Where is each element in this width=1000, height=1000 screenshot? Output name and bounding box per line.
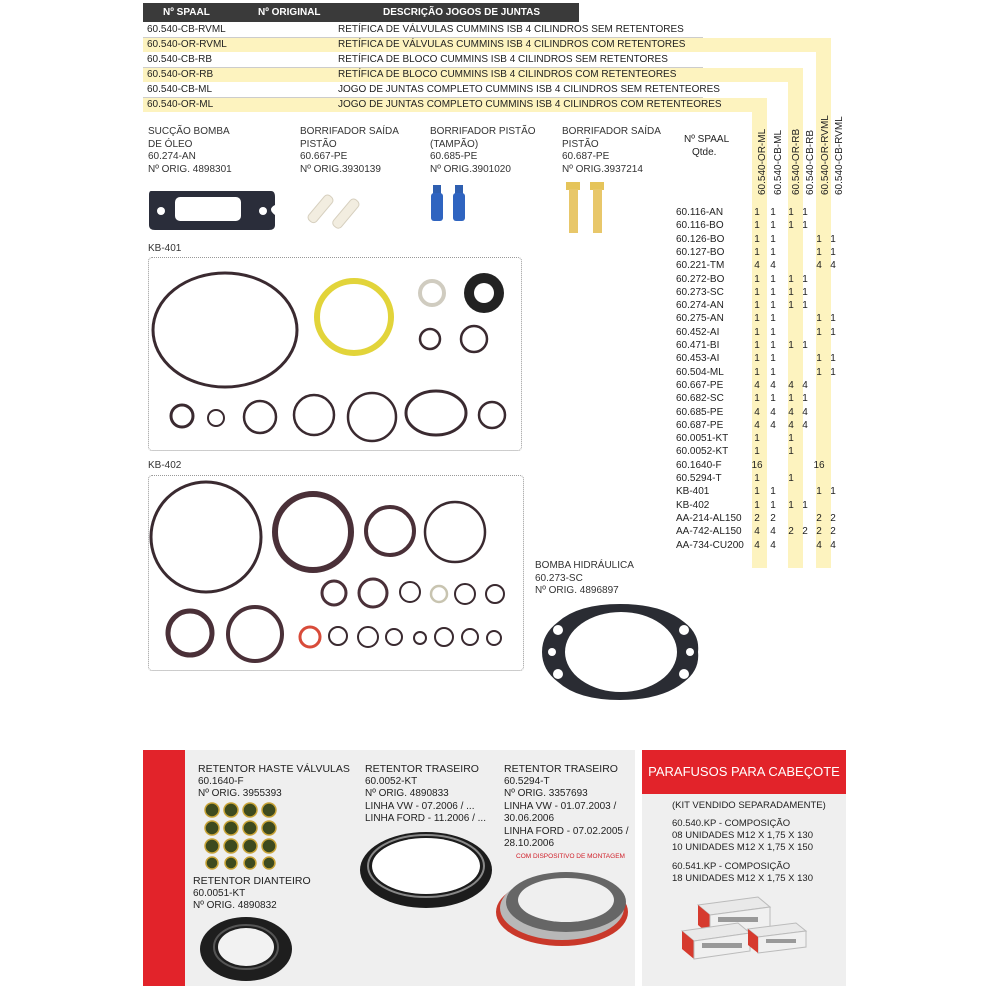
qty-row: [676, 525, 846, 538]
qty-value: 1: [754, 393, 760, 405]
qty-value: 4: [754, 260, 760, 272]
qty-value: 1: [830, 366, 836, 378]
qty-value: 1: [802, 273, 808, 285]
qty-part-code: 60.126-BO: [676, 233, 725, 245]
qty-part-code: KB-402: [676, 499, 710, 511]
head-bolts-note: (KIT VENDIDO SEPARADAMENTE): [672, 800, 826, 811]
qty-row: [676, 246, 846, 259]
head-bolts-kit-2: 60.541.KP - COMPOSIÇÃO 18 UNIDADES M12 X 1,75 X 130: [672, 861, 813, 884]
qty-value: 4: [830, 260, 836, 272]
qty-value: 1: [788, 433, 794, 445]
qty-row: [676, 512, 846, 525]
kit-row: 60.540-CB-RB RETÍFICA DE BLOCO CUMMINS ISB 4 CILINDROS SEM RETENTORES: [147, 54, 668, 65]
qty-value: 1: [816, 486, 822, 498]
qty-value: 1: [754, 246, 760, 258]
qty-value: 2: [754, 512, 760, 524]
qty-part-code: 60.5294-T: [676, 473, 722, 484]
qty-value: 1: [770, 286, 776, 298]
kb401-oring-set-image: [148, 257, 520, 449]
qty-col-header: 60.540-CB-ML: [773, 129, 784, 195]
qty-value: 1: [754, 473, 760, 484]
qty-value: 4: [770, 539, 776, 551]
qty-value: 1: [754, 233, 760, 245]
caption-rear-seal-2: RETENTOR TRASEIRO 60.5294-T Nº ORIG. 3357693 LINHA VW - 01.07.2003 / 30.06.2006 LINHA FORD - 07.02.2005 / 28.10.2006: [504, 763, 629, 849]
divider: [143, 97, 703, 98]
divider: [143, 37, 703, 38]
qty-value: 1: [830, 326, 836, 338]
rear-seal-1-image: [358, 826, 494, 910]
qty-row: [676, 499, 846, 512]
qty-value: 1: [770, 326, 776, 338]
qty-value: 1: [816, 353, 822, 365]
qty-row: [676, 366, 846, 379]
qty-value: 1: [754, 340, 760, 351]
qty-col-header: 60.540-CB-RB: [805, 129, 816, 195]
qty-value: 1: [788, 499, 794, 511]
qty-row: [676, 273, 846, 286]
qty-value: 4: [770, 419, 776, 431]
qty-value: 1: [788, 393, 794, 405]
qty-part-code: KB-401: [676, 486, 710, 498]
qty-row: [676, 419, 846, 432]
qty-value: 4: [770, 379, 776, 391]
kit-row: 60.540-OR-RB RETÍFICA DE BLOCO CUMMINS ISB 4 CILINDROS COM RETENTEORES: [143, 68, 803, 82]
qty-value: 1: [770, 220, 776, 232]
qty-row: [676, 379, 846, 392]
qty-value: 1: [754, 300, 760, 312]
qty-value: 1: [770, 353, 776, 365]
qty-row: [676, 432, 846, 445]
qty-value: 1: [770, 246, 776, 258]
qty-value: 4: [816, 260, 822, 272]
piston-jet-white-image: [300, 185, 370, 237]
qty-part-code: AA-742-AL150: [676, 526, 742, 538]
caption-valve-seal: RETENTOR HASTE VÁLVULAS 60.1640-F Nº ORIG. 3955393: [198, 763, 350, 799]
qty-row: [676, 326, 846, 339]
qty-value: 4: [802, 419, 808, 431]
qty-value: 1: [754, 220, 760, 232]
qty-value: 1: [816, 233, 822, 245]
qty-value: 1: [770, 499, 776, 511]
qty-value: 1: [788, 207, 794, 218]
qty-row: [676, 459, 846, 472]
qty-value: 1: [754, 313, 760, 325]
qty-row: [676, 339, 846, 352]
qty-value: 4: [754, 406, 760, 418]
qty-row: [676, 206, 846, 219]
qty-value: 2: [816, 512, 822, 524]
qty-value: 4: [754, 379, 760, 391]
qty-value: 1: [770, 273, 776, 285]
qty-value: 1: [770, 207, 776, 218]
qty-value: 1: [816, 326, 822, 338]
qty-value: 1: [788, 340, 794, 351]
qty-part-code: 60.687-PE: [676, 419, 724, 431]
qty-value: 1: [816, 246, 822, 258]
qty-row: [676, 406, 846, 419]
qty-value: 4: [770, 260, 776, 272]
qty-part-code: 60.116-BO: [676, 220, 724, 232]
qty-row: [676, 233, 846, 246]
qty-value: 1: [754, 446, 760, 458]
qty-value: 1: [788, 273, 794, 285]
qty-value: 1: [816, 313, 822, 325]
qty-value: 1: [830, 486, 836, 498]
qty-value: 1: [816, 366, 822, 378]
qty-value: 1: [754, 486, 760, 498]
qty-col-header: 60.540-OR-RB: [791, 128, 802, 195]
kit-row: 60.540-CB-RVML RETÍFICA DE VÁLVULAS CUMMINS ISB 4 CILINDROS SEM RETENTORES: [147, 24, 684, 35]
qty-row: [676, 485, 846, 498]
qty-value: 4: [816, 539, 822, 551]
qty-value: 4: [770, 526, 776, 538]
qty-row: [676, 286, 846, 299]
qty-value: 16: [751, 459, 763, 471]
piston-jet-blue-image: [425, 183, 475, 225]
qty-row: [676, 539, 846, 552]
header-description: DESCRIÇÃO JOGOS DE JUNTAS: [383, 7, 541, 18]
front-seal-image: [198, 915, 294, 983]
qty-part-code: 60.667-PE: [676, 379, 724, 391]
qty-row: [676, 259, 846, 272]
qty-value: 1: [788, 446, 794, 458]
part-caption-oil-pump: SUCÇÃO BOMBA DE ÓLEO 60.274-AN Nº ORIG. 4898301: [148, 126, 232, 175]
qty-value: 1: [770, 366, 776, 378]
header-original: Nº ORIGINAL: [258, 7, 321, 18]
qty-row: [676, 445, 846, 458]
qty-value: 1: [754, 207, 760, 218]
qty-value: 1: [830, 313, 836, 325]
qty-row: [676, 219, 846, 232]
divider: [143, 67, 703, 68]
qty-value: 1: [788, 220, 794, 232]
qty-row: [676, 299, 846, 312]
qty-value: 1: [788, 473, 794, 484]
qty-value: 4: [788, 379, 794, 391]
qty-value: 1: [802, 340, 808, 351]
qty-value: 16: [813, 459, 825, 471]
qty-value: 2: [816, 526, 822, 538]
qty-value: 4: [830, 539, 836, 551]
qty-part-code: AA-734-CU200: [676, 539, 744, 551]
kb401-label: KB-401: [148, 243, 182, 254]
qty-value: 2: [830, 526, 836, 538]
qty-value: 4: [788, 406, 794, 418]
qty-col-header: 60.540-CB-RVML: [834, 116, 845, 195]
qty-value: 1: [802, 220, 808, 232]
qty-row: [676, 472, 846, 485]
head-bolts-kit-1: 60.540.KP - COMPOSIÇÃO 08 UNIDADES M12 X 1,75 X 130 10 UNIDADES M12 X 1,75 X 150: [672, 818, 813, 853]
caption-rear-seal-1: RETENTOR TRASEIRO 60.0052-KT Nº ORIG. 4890833 LINHA VW - 07.2006 / ... LINHA FORD - 11.2006 / ...: [365, 763, 486, 824]
kit-row: 60.540-OR-ML JOGO DE JUNTAS COMPLETO CUMMINS ISB 4 CILINDROS COM RETENTEORES: [143, 98, 767, 112]
qty-value: 1: [754, 499, 760, 511]
qty-value: 1: [770, 393, 776, 405]
qty-value: 1: [802, 207, 808, 218]
rear-seal-2-image: [492, 862, 632, 950]
qty-part-code: 60.471-BI: [676, 340, 720, 351]
qty-value: 1: [754, 366, 760, 378]
qty-value: 1: [788, 286, 794, 298]
part-caption-piston-jet-3: BORRIFADOR SAÍDA PISTÃO 60.687-PE Nº ORIG.3937214: [562, 126, 661, 175]
qty-value: 1: [770, 340, 776, 351]
qty-value: 1: [802, 393, 808, 405]
part-caption-piston-jet-1: BORRIFADOR SAÍDA PISTÃO 60.667-PE Nº ORIG.3930139: [300, 126, 399, 175]
qty-value: 1: [770, 300, 776, 312]
qty-value: 1: [802, 499, 808, 511]
part-caption-piston-jet-2: BORRIFADOR PISTÃO (TAMPÃO) 60.685-PE Nº ORIG.3901020: [430, 126, 536, 175]
caption-front-seal: RETENTOR DIANTEIRO 60.0051-KT Nº ORIG. 4890832: [193, 875, 311, 911]
kit-row: 60.540-OR-RVML RETÍFICA DE VÁLVULAS CUMMINS ISB 4 CILINDROS COM RETENTORES: [143, 38, 831, 52]
qty-part-code: 60.452-AI: [676, 326, 720, 338]
valve-seal-set-image: [200, 800, 286, 870]
qty-value: 1: [754, 433, 760, 445]
bolt-boxes-image: [678, 893, 810, 965]
qty-row: [676, 312, 846, 325]
oil-pump-gasket-image: [145, 185, 277, 233]
qty-col-header: 60.540-OR-RVML: [820, 115, 831, 195]
qty-part-code: 60.274-AN: [676, 300, 724, 312]
qty-part-code: 60.221-TM: [676, 260, 725, 272]
qty-part-code: 60.453-AI: [676, 353, 720, 365]
qty-part-code: 60.127-BO: [676, 246, 725, 258]
qty-part-code: 60.685-PE: [676, 406, 724, 418]
qty-table-head: Nº SPAAL Qtde.: [684, 134, 730, 158]
qty-value: 4: [754, 419, 760, 431]
qty-part-code: 60.504-ML: [676, 366, 724, 378]
qty-part-code: 60.1640-F: [676, 459, 722, 471]
qty-value: 4: [754, 526, 760, 538]
qty-value: 2: [802, 526, 808, 538]
qty-value: 4: [754, 539, 760, 551]
qty-value: 4: [802, 379, 808, 391]
kb402-label: KB-402: [148, 460, 182, 471]
qty-part-code: 60.116-AN: [676, 207, 724, 218]
qty-value: 1: [770, 486, 776, 498]
qty-value: 1: [754, 326, 760, 338]
qty-value: 1: [830, 233, 836, 245]
qty-part-code: 60.273-SC: [676, 286, 724, 298]
qty-part-code: 60.272-BO: [676, 273, 725, 285]
qty-value: 1: [788, 300, 794, 312]
hydraulic-pump-gasket-image: [538, 600, 704, 704]
kit-row: 60.540-CB-ML JOGO DE JUNTAS COMPLETO CUMMINS ISB 4 CILINDROS SEM RETENTEORES: [147, 84, 720, 95]
kb402-oring-set-image: [148, 475, 522, 669]
qty-value: 2: [770, 512, 776, 524]
qty-value: 1: [770, 313, 776, 325]
qty-part-code: 60.275-AN: [676, 313, 724, 325]
head-bolts-title: PARAFUSOS PARA CABEÇOTE: [642, 750, 846, 794]
qty-part-code: 60.0052-KT: [676, 446, 729, 458]
qty-value: 2: [830, 512, 836, 524]
qty-row: [676, 352, 846, 365]
qty-value: 4: [802, 406, 808, 418]
qty-part-code: 60.682-SC: [676, 393, 724, 405]
qty-value: 4: [770, 406, 776, 418]
qty-value: 1: [830, 246, 836, 258]
qty-value: 1: [802, 286, 808, 298]
red-accent-bar: [143, 750, 185, 986]
header-spaal: Nº SPAAL: [163, 7, 210, 18]
qty-value: 1: [830, 353, 836, 365]
qty-value: 1: [754, 273, 760, 285]
mount-device-note: COM DISPOSITIVO DE MONTAGEM: [516, 853, 625, 860]
qty-value: 4: [788, 419, 794, 431]
kit-table-header: [143, 3, 579, 22]
qty-col-header: 60.540-OR-ML: [757, 128, 768, 195]
qty-part-code: 60.0051-KT: [676, 433, 729, 445]
qty-value: 1: [770, 233, 776, 245]
qty-value: 1: [802, 300, 808, 312]
qty-row: [676, 392, 846, 405]
qty-value: 2: [788, 526, 794, 538]
qty-value: 1: [754, 286, 760, 298]
qty-part-code: AA-214-AL150: [676, 512, 742, 524]
piston-jet-yellow-image: [562, 180, 612, 236]
part-caption-hydraulic-pump: BOMBA HIDRÁULICA 60.273-SC Nº ORIG. 4896897: [535, 560, 634, 596]
qty-value: 1: [754, 353, 760, 365]
